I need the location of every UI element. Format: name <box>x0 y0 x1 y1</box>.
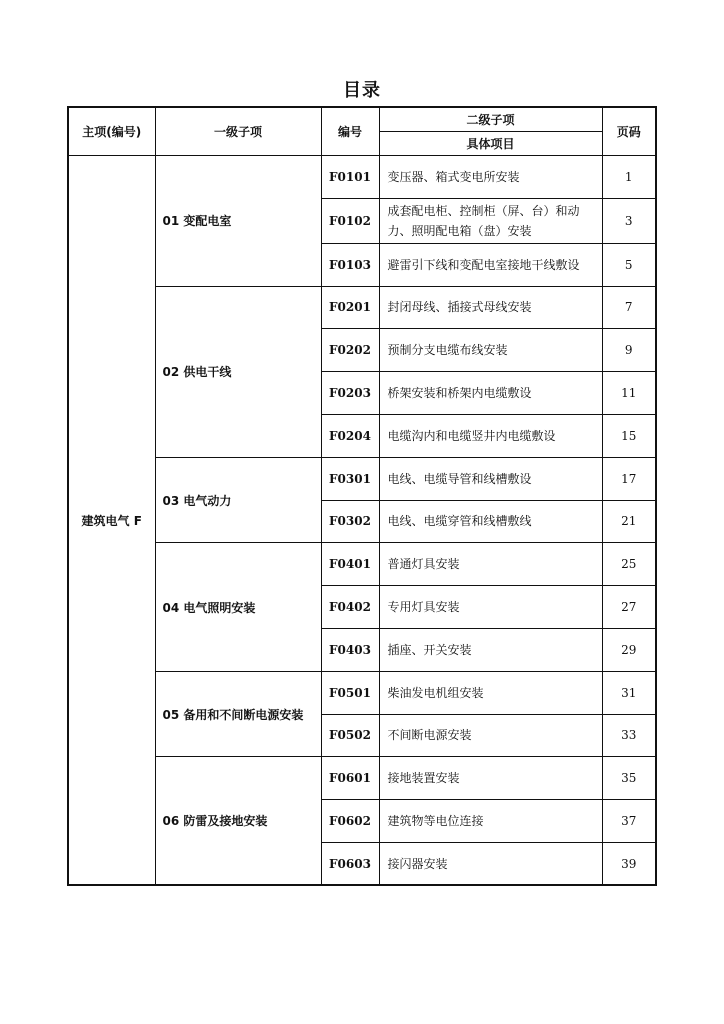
item-page: 37 <box>602 800 656 843</box>
item-code: F0603 <box>321 842 379 885</box>
item-title: 接闪器安装 <box>379 842 602 885</box>
item-title: 柴油发电机组安装 <box>379 671 602 714</box>
item-title: 封闭母线、插接式母线安装 <box>379 286 602 329</box>
item-title: 变压器、箱式变电所安装 <box>379 156 602 199</box>
item-title: 桥架安装和桥架内电缆敷设 <box>379 372 602 415</box>
item-code: F0103 <box>321 243 379 286</box>
item-title: 专用灯具安装 <box>379 586 602 629</box>
item-page: 11 <box>602 372 656 415</box>
header-row <box>68 107 656 132</box>
item-page: 25 <box>602 543 656 586</box>
header-detail: 具体项目 <box>379 132 602 156</box>
item-page: 9 <box>602 329 656 372</box>
item-title: 建筑物等电位连接 <box>379 800 602 843</box>
item-code: F0403 <box>321 628 379 671</box>
group-name-cell: 03 电气动力 <box>155 457 321 543</box>
group-name-cell: 05 备用和不间断电源安装 <box>155 671 321 757</box>
item-page: 31 <box>602 671 656 714</box>
item-title: 不间断电源安装 <box>379 714 602 757</box>
item-page: 35 <box>602 757 656 800</box>
item-title: 电线、电缆穿管和线槽敷线 <box>379 500 602 543</box>
table-row <box>68 286 656 329</box>
page-title: 目录 <box>343 80 381 101</box>
table-row <box>68 757 656 800</box>
item-code: F0402 <box>321 586 379 629</box>
item-page: 33 <box>602 714 656 757</box>
item-title: 预制分支电缆布线安装 <box>379 329 602 372</box>
toc-body <box>68 156 656 886</box>
item-code: F0601 <box>321 757 379 800</box>
item-code: F0401 <box>321 543 379 586</box>
item-title: 接地装置安装 <box>379 757 602 800</box>
item-title: 插座、开关安装 <box>379 628 602 671</box>
item-code: F0602 <box>321 800 379 843</box>
item-code: F0501 <box>321 671 379 714</box>
header-level2: 二级子项 <box>379 107 602 132</box>
header-page: 页码 <box>602 107 656 156</box>
item-code: F0203 <box>321 372 379 415</box>
item-page: 39 <box>602 842 656 885</box>
item-code: F0202 <box>321 329 379 372</box>
table-row <box>68 671 656 714</box>
item-code: F0502 <box>321 714 379 757</box>
group-name-cell: 04 电气照明安装 <box>155 543 321 671</box>
item-title: 电线、电缆导管和线槽敷设 <box>379 457 602 500</box>
item-page: 21 <box>602 500 656 543</box>
item-code: F0301 <box>321 457 379 500</box>
group-name-cell: 01 变配电室 <box>155 156 321 287</box>
item-title: 电缆沟内和电缆竖井内电缆敷设 <box>379 414 602 457</box>
item-page: 15 <box>602 414 656 457</box>
item-title: 成套配电柜、控制柜（屏、台）和动力、照明配电箱（盘）安装 <box>379 198 602 243</box>
group-name-cell: 02 供电干线 <box>155 286 321 457</box>
item-title: 避雷引下线和变配电室接地干线敷设 <box>379 243 602 286</box>
item-page: 7 <box>602 286 656 329</box>
item-code: F0102 <box>321 198 379 243</box>
toc-table <box>67 106 657 886</box>
main-item-cell: 建筑电气 F <box>68 156 155 886</box>
item-code: F0101 <box>321 156 379 199</box>
table-row <box>68 457 656 500</box>
item-page: 3 <box>602 198 656 243</box>
item-page: 1 <box>602 156 656 199</box>
item-code: F0201 <box>321 286 379 329</box>
item-page: 5 <box>602 243 656 286</box>
item-page: 29 <box>602 628 656 671</box>
table-row <box>68 543 656 586</box>
item-code: F0302 <box>321 500 379 543</box>
header-code: 编号 <box>321 107 379 156</box>
header-level1: 一级子项 <box>155 107 321 156</box>
item-page: 27 <box>602 586 656 629</box>
header-main: 主项(编号) <box>68 107 155 156</box>
group-name-cell: 06 防雷及接地安装 <box>155 757 321 885</box>
item-page: 17 <box>602 457 656 500</box>
item-title: 普通灯具安装 <box>379 543 602 586</box>
table-row <box>68 156 656 199</box>
item-code: F0204 <box>321 414 379 457</box>
